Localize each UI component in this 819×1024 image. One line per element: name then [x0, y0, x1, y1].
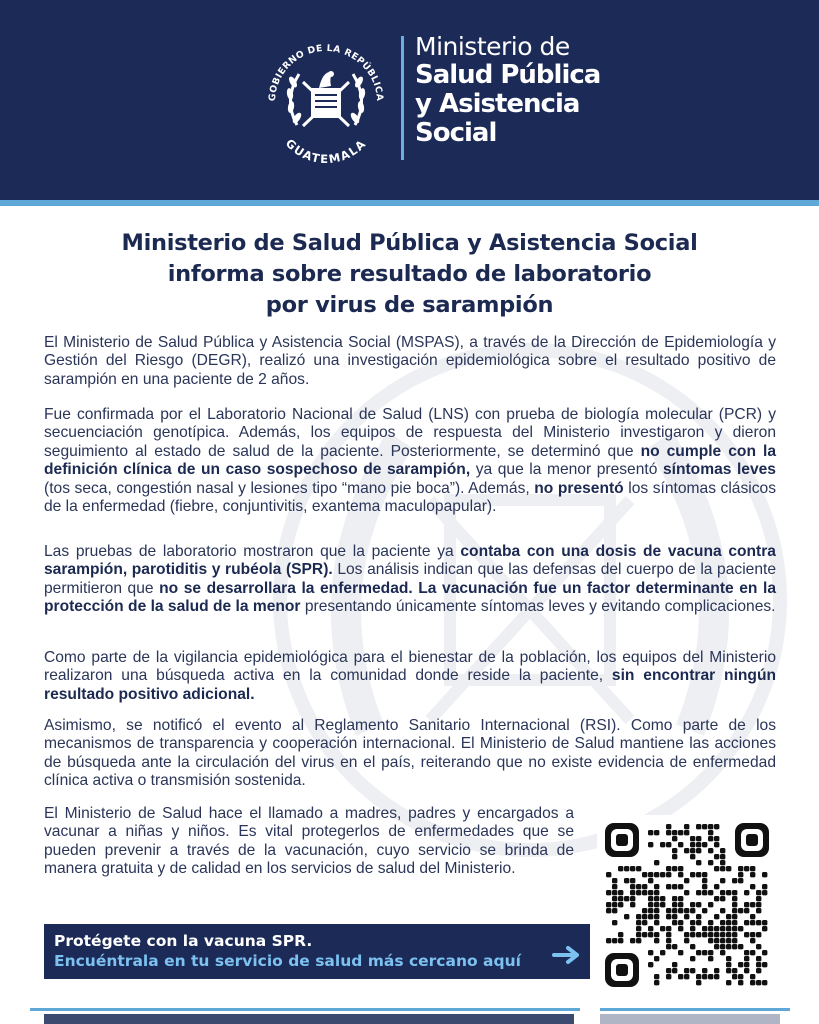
p2-bold-f: no presentó: [534, 479, 624, 497]
page-title: [40, 228, 779, 321]
arrow-right-icon[interactable]: [552, 945, 582, 965]
paragraph-laboratory: [44, 543, 776, 617]
p4-text-a: Como parte de la vigilancia epidemiológica para el bienestar de la población, los equipos del Ministerio realizaron una búsqueda activa en la comunidad donde reside la paciente,: [44, 649, 776, 685]
p4-bold-b: sin encontrar ningún resultado positivo adicional.: [44, 667, 776, 703]
p2-bold-d: síntomas leves: [662, 461, 776, 479]
p3-text-e: presentando únicamente síntomas leves y evitando complicaciones.: [300, 598, 776, 616]
ministry-line1: Ministerio de: [415, 32, 570, 61]
p2-text-g: los síntomas clásicos de la enfermedad (fiebre, conjuntivitis, exantema maculopapular).: [44, 479, 776, 516]
header-accent-line: [0, 200, 819, 206]
bottom-ghost-banner: [44, 1014, 574, 1024]
svg-text:GUATEMALA: [283, 136, 369, 166]
bottom-accent-line-right: [600, 1008, 790, 1011]
title-line2: informa sobre resultado de laboratorio: [167, 261, 652, 287]
title-line1: Ministerio de Salud Pública y Asistencia Social: [121, 230, 698, 256]
header-banner: [0, 0, 819, 203]
ministry-line2: Salud Pública: [415, 60, 601, 90]
p3-text-a: Las pruebas de laboratorio mostraron que la paciente ya: [44, 543, 461, 560]
bottom-ghost-qr: [600, 1014, 780, 1024]
paragraph-intro: El Ministerio de Salud Pública y Asistencia Social (MSPAS), a través de la Dirección de Epidemiología y Gestión del Riesgo (DEGR), realizó una investigación epidemiológica sobre el resultado positivo de sarampión en una paciente de 2 años.: [44, 334, 776, 388]
title-line3: por virus de sarampión: [265, 292, 554, 318]
p2-text-a: Fue confirmada por el Laboratorio Nacional de Salud (LNS) con prueba de biología molecular (PCR) y secuenciación genotípica. Además, los equipos de respuesta del Ministerio investigaron y dieron seguimiento al estado de salud de la paciente. Posteriormente, se determinó que: [44, 406, 776, 460]
ministry-line4: Social: [415, 118, 497, 148]
emblem-bottom-text: GUATEMALA: [282, 136, 370, 167]
vaccine-cta-banner[interactable]: [44, 924, 590, 979]
paragraph-surveillance: [44, 649, 776, 704]
ministry-line3: y Asistencia: [415, 89, 580, 119]
paragraph-rsi: Asimismo, se notificó el evento al Reglamento Sanitario Internacional (RSI). Como parte de los mecanismos de transparencia y cooperación internacional. El Ministerio de Salud mantiene las acciones de búsqueda ante la circulación del virus en el país, reiterando que no existe evidencia de enfermedad clínica activa o transmisión sostenida.: [44, 717, 776, 790]
p2-text-e: (tos seca, congestión nasal y lesiones tipo “mano pie boca”). Además,: [44, 479, 535, 497]
bottom-accent-line: [30, 1008, 580, 1011]
header-divider: [401, 36, 404, 160]
ministry-name: [415, 34, 600, 146]
paragraph-call-to-vaccinate: El Ministerio de Salud hace el llamado a madres, padres y encargados a vacunar a niñas y niños. Es vital protegerlos de enfermedades que se pueden prevenir a través de la vacunación, cuyo servicio se brinda de manera gratuita y de calidad en los servicios de salud del Ministerio.: [44, 805, 574, 878]
coat-of-arms-icon: [257, 30, 395, 168]
paragraph-confirmation: [44, 406, 776, 516]
emblem-top-text: GOBIERNO DE LA REPÚBLICA: [266, 42, 386, 102]
p2-text-c: ya que la menor presentó: [470, 461, 663, 479]
p3-bold-b: contaba con una dosis de vacuna contra sarampión, parotiditis y rubéola (SPR).: [44, 543, 776, 579]
p2-bold-b: no cumple con la definición clínica de un caso sospechoso de sarampión,: [44, 442, 776, 479]
p3-bold-d: no se desarrollara la enfermedad. La vacunación fue un factor determinante en la protección de la salud de la menor: [44, 579, 777, 616]
qr-code[interactable]: [597, 815, 777, 995]
banner-line1: Protégete con la vacuna SPR.: [54, 932, 313, 950]
p3-text-c: Los análisis indican que las defensas del cuerpo de la paciente permitieron que: [44, 561, 777, 597]
banner-line2[interactable]: Encuéntrala en tu servicio de salud más cercano aquí: [54, 952, 521, 970]
